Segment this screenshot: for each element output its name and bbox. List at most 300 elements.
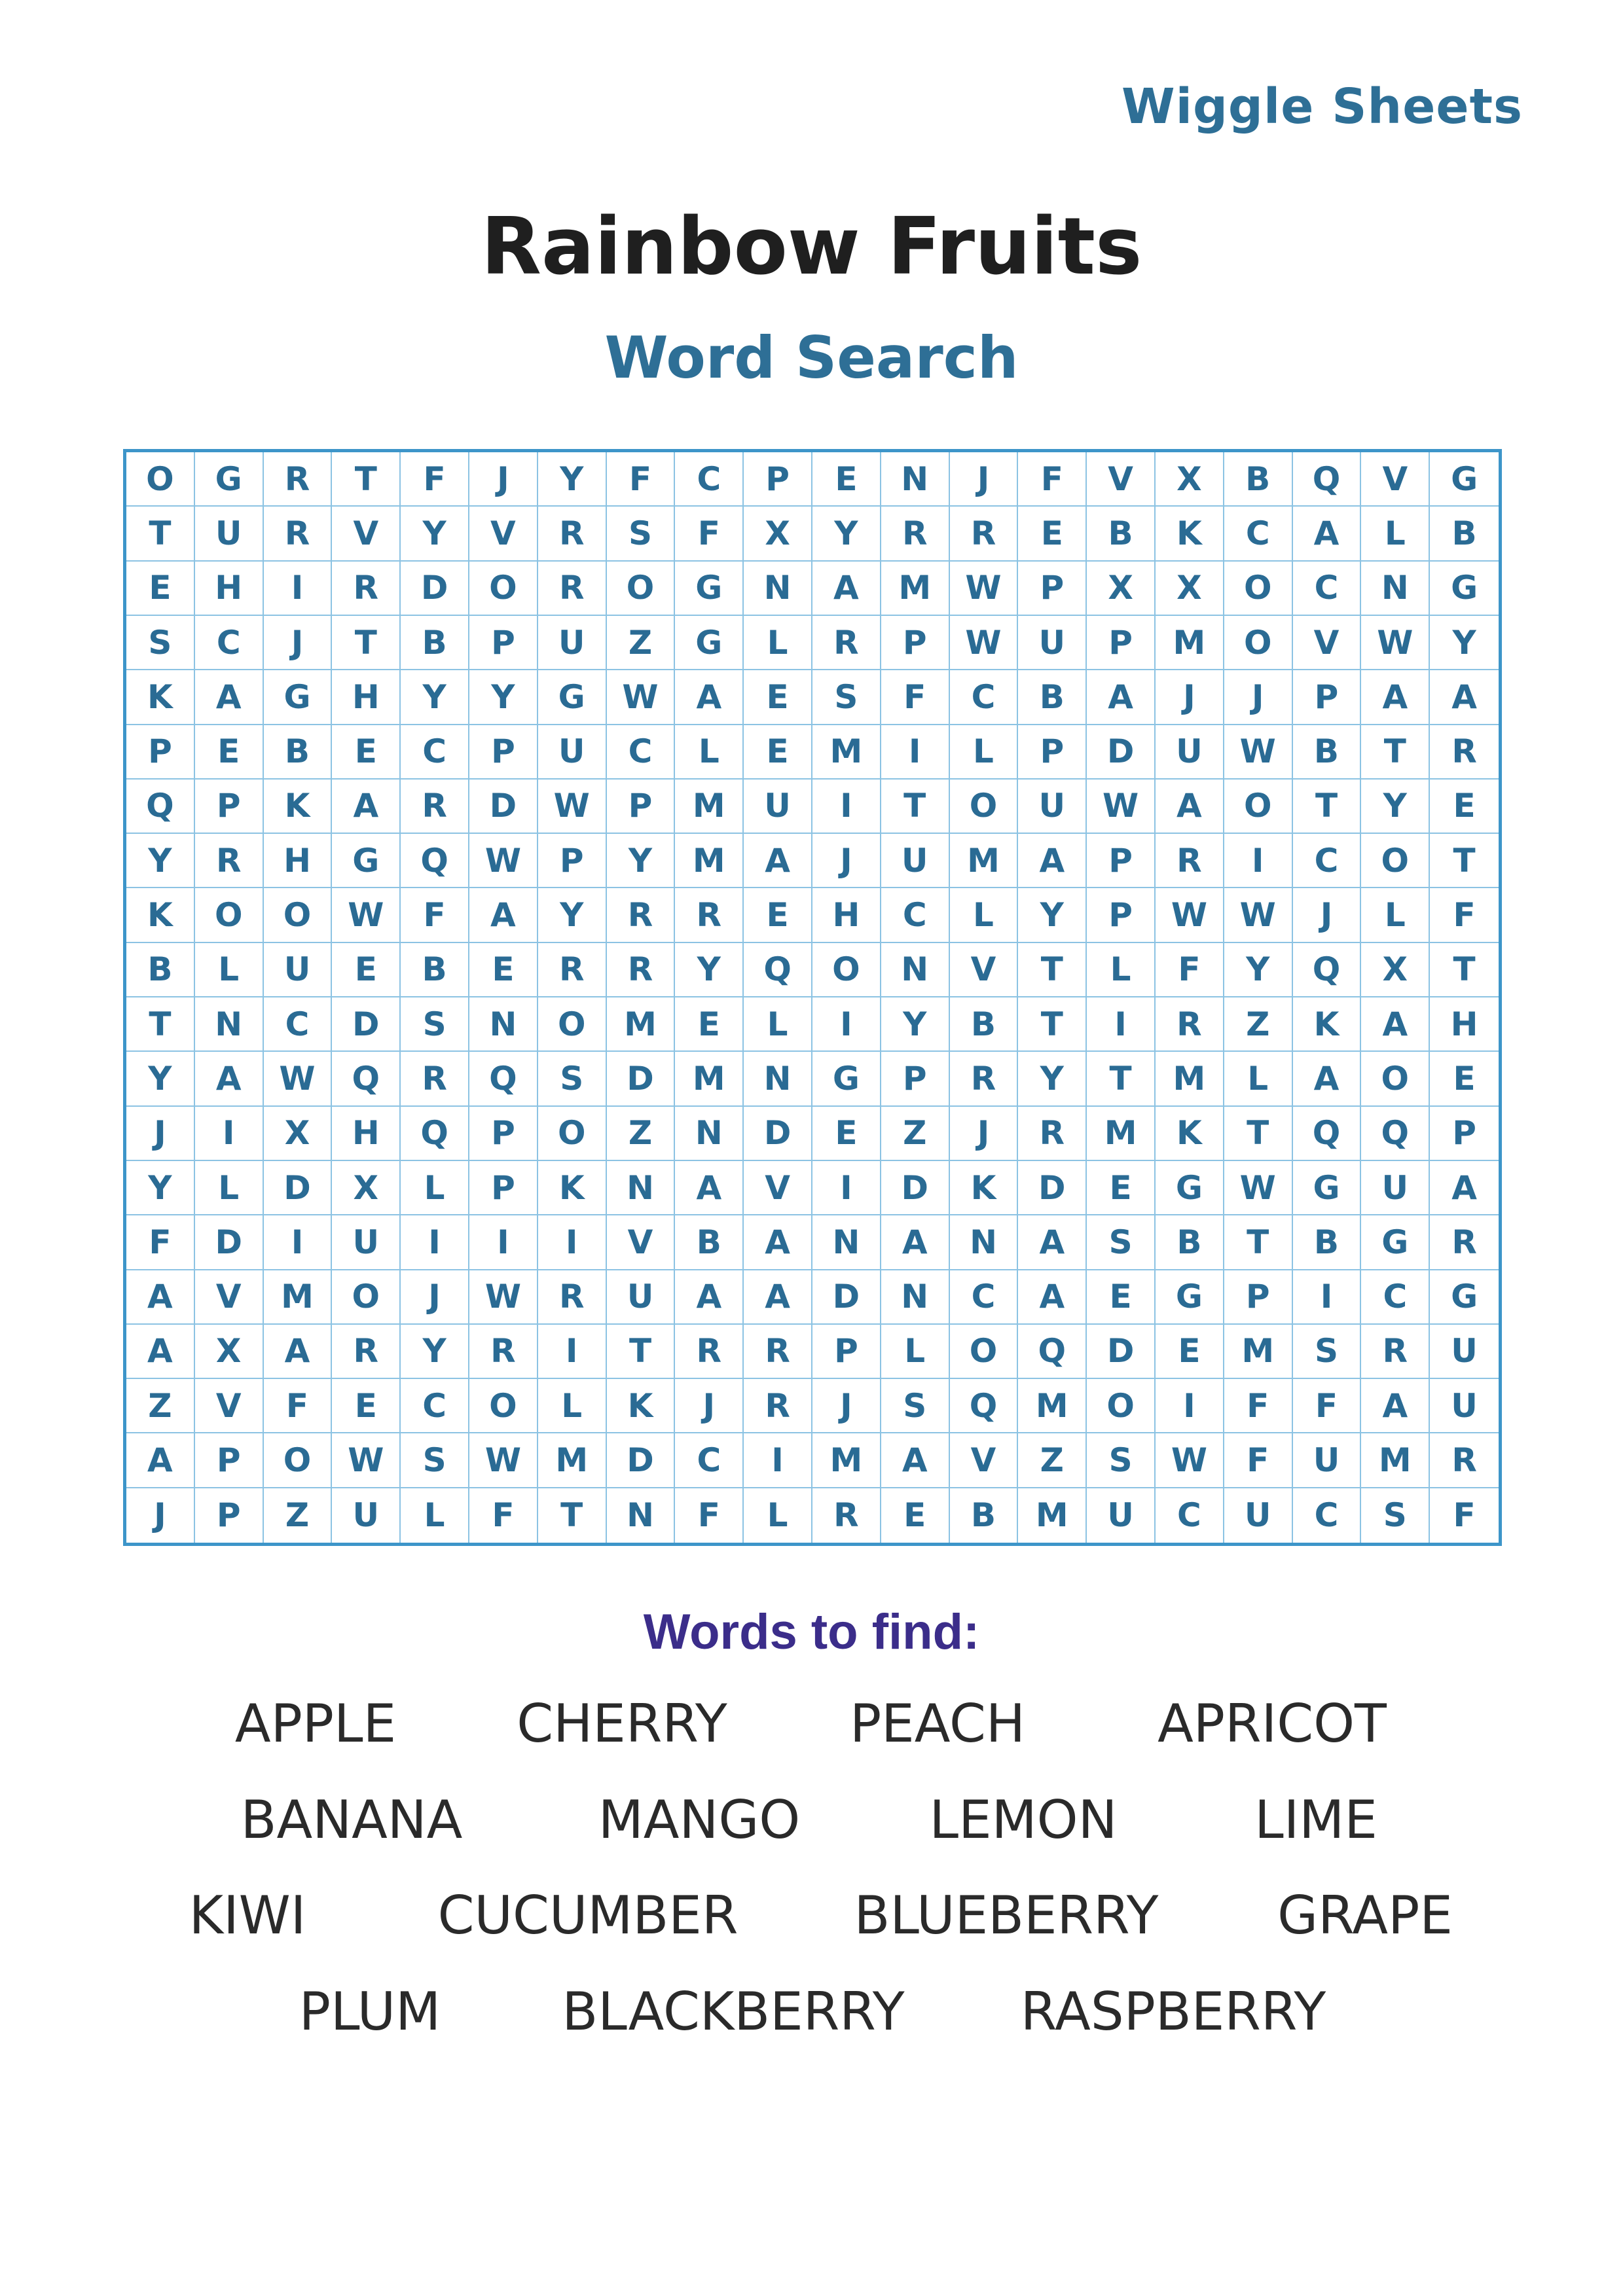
grid-cell: B [1293,725,1362,780]
grid-cell: F [607,452,676,507]
grid-cell: T [1361,725,1430,780]
grid-cell: C [881,888,950,942]
grid-cell: F [1224,1379,1293,1433]
grid-cell: T [1430,943,1499,997]
grid-cell: R [538,562,607,616]
word-item: CUCUMBER [437,1885,739,1946]
grid-cell: Y [1430,616,1499,670]
grid-cell: O [950,780,1019,834]
grid-cell: W [1156,888,1224,942]
grid-cell: R [538,507,607,561]
word-item: APPLE [234,1693,397,1754]
grid-cell: A [1293,507,1362,561]
grid-cell: B [1293,1215,1362,1270]
grid-cell: P [469,1107,538,1161]
grid-cell: A [675,1270,744,1325]
grid-cell: U [195,507,264,561]
grid-cell: R [538,943,607,997]
grid-cell: I [264,562,333,616]
grid-cell: F [1293,1379,1362,1433]
grid-cell: K [950,1161,1019,1215]
grid-cell: T [1224,1215,1293,1270]
grid-cell: O [1361,834,1430,888]
grid-cell: L [744,997,812,1052]
grid-cell: C [950,1270,1019,1325]
grid-cell: W [1087,780,1156,834]
grid-cell: Q [1361,1107,1430,1161]
grid-cell: N [744,562,812,616]
grid-cell: D [607,1052,676,1106]
grid-cell: E [744,888,812,942]
grid-cell: E [332,943,401,997]
grid-cell: I [812,780,881,834]
grid-cell: M [1087,1107,1156,1161]
grid-cell: U [1430,1325,1499,1379]
grid-cell: J [401,1270,469,1325]
grid-cell: U [264,943,333,997]
grid-cell: T [332,616,401,670]
grid-cell: U [1430,1379,1499,1433]
grid-cell: A [332,780,401,834]
grid-cell: W [469,1433,538,1488]
grid-cell: A [744,1215,812,1270]
grid-cell: H [332,1107,401,1161]
grid-cell: R [675,1325,744,1379]
grid-cell: W [332,1433,401,1488]
grid-cell: H [1430,997,1499,1052]
grid-cell: N [607,1488,676,1543]
grid-cell: M [1224,1325,1293,1379]
grid-cell: F [675,1488,744,1543]
grid-cell: A [195,1052,264,1106]
grid-cell: E [1430,1052,1499,1106]
grid-cell: X [332,1161,401,1215]
grid-cell: B [1224,452,1293,507]
grid-cell: P [744,452,812,507]
grid-cell: I [401,1215,469,1270]
grid-cell: V [950,1433,1019,1488]
grid-cell: H [332,670,401,725]
grid-cell: T [607,1325,676,1379]
grid-cell: E [332,725,401,780]
grid-cell: M [675,834,744,888]
grid-cell: S [881,1379,950,1433]
word-item: MANGO [598,1789,801,1850]
grid-cell: D [332,997,401,1052]
grid-cell: A [195,670,264,725]
word-item: RASPBERRY [1020,1981,1326,2042]
grid-cell: R [607,888,676,942]
grid-cell: N [1361,562,1430,616]
grid-cell: O [1224,616,1293,670]
grid-cell: V [1361,452,1430,507]
grid-cell: D [1018,1161,1087,1215]
grid-cell: J [950,452,1019,507]
grid-cell: R [264,507,333,561]
grid-cell: R [1018,1107,1087,1161]
grid-cell: Y [401,1325,469,1379]
grid-cell: A [881,1215,950,1270]
grid-cell: R [1361,1325,1430,1379]
grid-cell: I [812,1161,881,1215]
grid-cell: H [264,834,333,888]
grid-cell: K [126,888,195,942]
grid-cell: I [538,1215,607,1270]
grid-cell: U [1018,780,1087,834]
grid-cell: B [264,725,333,780]
grid-cell: S [1087,1215,1156,1270]
grid-cell: M [1361,1433,1430,1488]
grid-cell: U [607,1270,676,1325]
grid-cell: L [195,943,264,997]
grid-cell: L [195,1161,264,1215]
grid-cell: O [607,562,676,616]
grid-cell: U [538,616,607,670]
grid-cell: M [812,1433,881,1488]
grid-cell: T [1293,780,1362,834]
word-item: GRAPE [1277,1885,1453,1946]
grid-cell: I [1156,1379,1224,1433]
grid-cell: U [1087,1488,1156,1543]
grid-cell: C [401,1379,469,1433]
grid-cell: E [1156,1325,1224,1379]
grid-cell: E [744,670,812,725]
grid-cell: L [1361,507,1430,561]
grid-cell: F [469,1488,538,1543]
grid-cell: Y [469,670,538,725]
grid-cell: W [1224,725,1293,780]
grid-cell: U [1156,725,1224,780]
grid-cell: U [538,725,607,780]
grid-cell: J [812,1379,881,1433]
brand-name: Wiggle Sheets [1121,79,1523,135]
word-item: PLUM [299,1981,441,2042]
grid-cell: G [195,452,264,507]
grid-cell: L [401,1161,469,1215]
grid-cell: D [744,1107,812,1161]
grid-cell: N [881,452,950,507]
grid-cell: F [1430,888,1499,942]
grid-cell: P [195,1433,264,1488]
grid-cell: C [195,616,264,670]
grid-cell: X [195,1325,264,1379]
grid-cell: Y [607,834,676,888]
grid-cell: Q [1293,452,1362,507]
grid-cell: C [607,725,676,780]
grid-cell: D [812,1270,881,1325]
grid-cell: T [332,452,401,507]
grid-cell: D [1087,1325,1156,1379]
grid-cell: A [1018,1215,1087,1270]
grid-cell: D [607,1433,676,1488]
grid-cell: F [1018,452,1087,507]
grid-cell: J [126,1107,195,1161]
grid-cell: Y [538,888,607,942]
grid-cell: G [1430,1270,1499,1325]
grid-cell: B [126,943,195,997]
grid-cell: W [469,834,538,888]
grid-cell: R [812,616,881,670]
grid-cell: G [1430,452,1499,507]
grid-cell: R [1156,997,1224,1052]
grid-cell: Q [1018,1325,1087,1379]
grid-cell: R [812,1488,881,1543]
grid-cell: S [126,616,195,670]
grid-cell: R [950,1052,1019,1106]
grid-cell: R [538,1270,607,1325]
grid-cell: C [1361,1270,1430,1325]
grid-cell: B [1087,507,1156,561]
grid-cell: P [1087,888,1156,942]
grid-cell: E [812,1107,881,1161]
grid-cell: M [1018,1488,1087,1543]
grid-cell: D [264,1161,333,1215]
grid-cell: V [1293,616,1362,670]
grid-cell: R [469,1325,538,1379]
grid-cell: Z [126,1379,195,1433]
grid-cell: L [744,616,812,670]
grid-cell: C [1156,1488,1224,1543]
grid-cell: P [1293,670,1362,725]
grid-cell: P [469,1161,538,1215]
grid-cell: M [675,1052,744,1106]
grid-cell: C [675,452,744,507]
grid-cell: K [1156,507,1224,561]
grid-cell: B [1156,1215,1224,1270]
grid-cell: U [1018,616,1087,670]
grid-cell: A [1293,1052,1362,1106]
grid-cell: I [195,1107,264,1161]
grid-cell: R [332,1325,401,1379]
grid-cell: R [332,562,401,616]
grid-cell: T [1018,997,1087,1052]
grid-cell: I [1224,834,1293,888]
grid-cell: A [1361,1379,1430,1433]
grid-cell: G [675,562,744,616]
grid-cell: A [1361,997,1430,1052]
grid-cell: U [332,1488,401,1543]
grid-cell: J [812,834,881,888]
word-item: BLUEBERRY [854,1885,1159,1946]
grid-cell: L [950,725,1019,780]
grid-cell: C [950,670,1019,725]
grid-cell: N [675,1107,744,1161]
grid-cell: Z [264,1488,333,1543]
grid-cell: C [264,997,333,1052]
grid-cell: T [1018,943,1087,997]
grid-cell: Q [401,1107,469,1161]
grid-cell: M [675,780,744,834]
grid-cell: I [469,1215,538,1270]
grid-cell: L [401,1488,469,1543]
grid-cell: W [607,670,676,725]
grid-cell: E [126,562,195,616]
grid-cell: G [675,616,744,670]
grid-cell: A [264,1325,333,1379]
grid-cell: V [744,1161,812,1215]
grid-cell: E [469,943,538,997]
grid-cell: F [401,888,469,942]
word-item: CHERRY [517,1693,727,1754]
grid-cell: S [538,1052,607,1106]
grid-cell: G [1430,562,1499,616]
grid-cell: K [607,1379,676,1433]
grid-cell: Y [1361,780,1430,834]
grid-cell: O [812,943,881,997]
grid-cell: S [1361,1488,1430,1543]
grid-cell: C [1224,507,1293,561]
grid-cell: B [401,616,469,670]
word-item: LIME [1254,1789,1377,1850]
grid-cell: R [195,834,264,888]
grid-cell: M [1156,1052,1224,1106]
grid-cell: K [126,670,195,725]
grid-cell: V [332,507,401,561]
word-item: LEMON [929,1789,1118,1850]
grid-cell: F [1224,1433,1293,1488]
grid-cell: I [744,1433,812,1488]
grid-cell: O [950,1325,1019,1379]
grid-cell: Y [538,452,607,507]
grid-cell: T [1224,1107,1293,1161]
grid-cell: Z [1018,1433,1087,1488]
grid-cell: W [538,780,607,834]
grid-cell: P [1430,1107,1499,1161]
grid-cell: Y [1018,1052,1087,1106]
grid-cell: J [1224,670,1293,725]
grid-cell: C [1293,1488,1362,1543]
word-item: BLACKBERRY [562,1981,905,2042]
grid-cell: I [881,725,950,780]
grid-cell: P [469,725,538,780]
grid-cell: A [469,888,538,942]
grid-cell: R [675,888,744,942]
grid-cell: T [126,997,195,1052]
grid-cell: R [607,943,676,997]
grid-cell: W [1361,616,1430,670]
grid-cell: D [881,1161,950,1215]
grid-cell: K [264,780,333,834]
grid-cell: Q [332,1052,401,1106]
grid-cell: O [1224,562,1293,616]
grid-cell: A [1087,670,1156,725]
grid-cell: U [1224,1488,1293,1543]
grid-cell: N [607,1161,676,1215]
grid-cell: A [1018,834,1087,888]
grid-cell: J [469,452,538,507]
grid-cell: E [881,1488,950,1543]
grid-cell: A [126,1270,195,1325]
word-item: KIWI [189,1885,306,1946]
grid-cell: J [675,1379,744,1433]
grid-cell: K [1293,997,1362,1052]
grid-cell: A [126,1325,195,1379]
grid-cell: O [195,888,264,942]
grid-cell: C [1293,562,1362,616]
grid-cell: U [332,1215,401,1270]
grid-cell: F [264,1379,333,1433]
grid-cell: W [1224,1161,1293,1215]
grid-cell: Y [126,1161,195,1215]
grid-cell: G [1361,1215,1430,1270]
grid-cell: F [675,507,744,561]
grid-cell: L [538,1379,607,1433]
grid-cell: G [264,670,333,725]
grid-cell: V [1087,452,1156,507]
grid-cell: L [675,725,744,780]
grid-cell: X [1361,943,1430,997]
grid-cell: B [1018,670,1087,725]
grid-cell: D [401,562,469,616]
grid-cell: R [744,1379,812,1433]
grid-cell: A [675,670,744,725]
grid-cell: N [950,1215,1019,1270]
grid-cell: G [332,834,401,888]
grid-cell: J [126,1488,195,1543]
grid-cell: A [1361,670,1430,725]
grid-cell: E [1430,780,1499,834]
grid-cell: Q [1293,943,1362,997]
grid-cell: P [1087,834,1156,888]
grid-cell: Q [950,1379,1019,1433]
grid-cell: B [401,943,469,997]
grid-cell: P [126,725,195,780]
grid-cell: A [1018,1270,1087,1325]
grid-cell: T [881,780,950,834]
grid-cell: Q [469,1052,538,1106]
grid-cell: O [538,997,607,1052]
grid-cell: Y [881,997,950,1052]
grid-cell: T [126,507,195,561]
grid-cell: Y [126,1052,195,1106]
grid-cell: X [1156,562,1224,616]
grid-cell: O [469,1379,538,1433]
grid-cell: E [744,725,812,780]
grid-cell: F [1156,943,1224,997]
grid-cell: A [1156,780,1224,834]
grid-cell: Y [126,834,195,888]
grid-cell: Z [607,1107,676,1161]
grid-cell: B [950,997,1019,1052]
grid-cell: B [950,1488,1019,1543]
word-item: BANANA [240,1789,463,1850]
grid-cell: F [1453,1496,1476,1535]
grid-cell: A [881,1433,950,1488]
grid-cell: M [607,997,676,1052]
grid-cell: S [1293,1325,1362,1379]
grid-cell: N [469,997,538,1052]
grid-cell: V [195,1270,264,1325]
grid-cell: R [950,507,1019,561]
grid-cell: Q [744,943,812,997]
grid-cell: Y [1224,943,1293,997]
grid-cell: X [264,1107,333,1161]
grid-cell: W [950,562,1019,616]
grid-cell: P [1087,616,1156,670]
grid-cell: A [1430,1161,1499,1215]
grid-cell: P [881,1052,950,1106]
grid-cell: S [401,997,469,1052]
grid-cell: S [1087,1433,1156,1488]
grid-cell: M [1018,1379,1087,1433]
grid-cell: I [1087,997,1156,1052]
grid-cell: O [332,1270,401,1325]
grid-cell: Z [881,1107,950,1161]
grid-cell: M [538,1433,607,1488]
grid-cell: X [1087,562,1156,616]
grid-cell: F [881,670,950,725]
grid-cell: N [195,997,264,1052]
